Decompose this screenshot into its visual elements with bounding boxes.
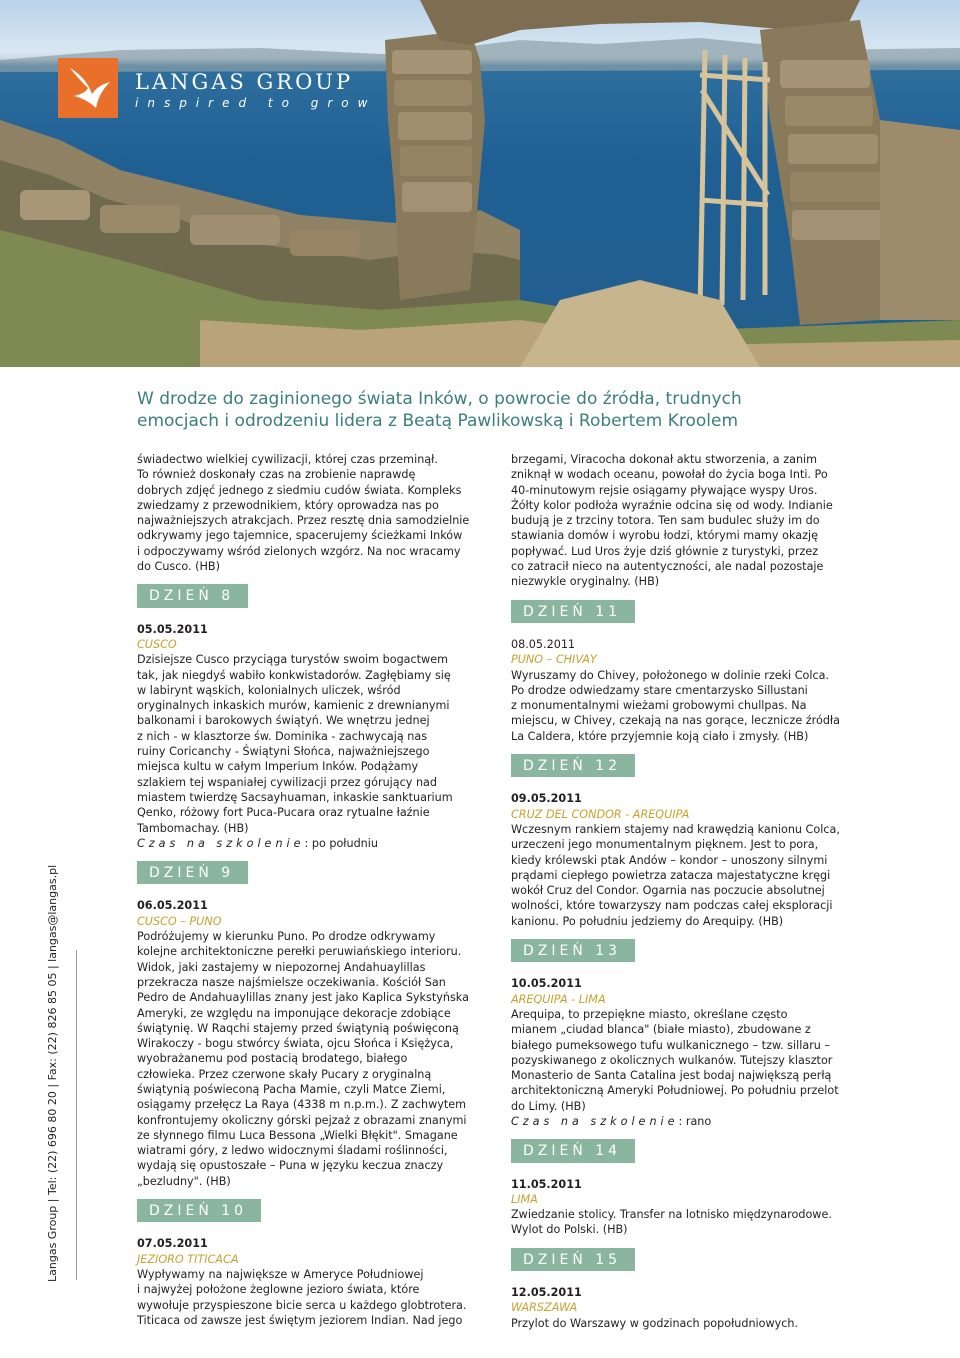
text-line: i najwyżej położone żeglowne jezioro świata, które — [137, 1283, 420, 1297]
text-line: pozyskiwanego z okolicznych wulkanów. Tutejszy klasztor — [511, 1053, 833, 1067]
text-line: Wylot do Polski. (HB) — [511, 1223, 628, 1237]
text-line: „bezludny". (HB) — [137, 1174, 231, 1188]
text-line: brzegami, Viracocha dokonał aktu stworzenia, a zanim — [511, 453, 818, 466]
text-line: szlakiem tej wspaniałej cywilizacji przez górujący nad — [137, 775, 437, 789]
text-line: urzeczeni jego monumentalnym pięknem. Jest to pora, — [511, 838, 819, 852]
text-line: Qenko, różowy fort Puca-Pucara oraz rytualne łaźnie — [137, 806, 430, 820]
text-line: zwiedzamy z przewodnikiem, który oprowadza nas po — [137, 498, 439, 512]
day-14-place: LIMA — [511, 1192, 538, 1206]
text-line: Podróżujemy w kierunku Puno. Po drodze odkrywamy — [137, 930, 436, 944]
text-line: Monasterio de Santa Catalina jest bodaj największą perłą — [511, 1069, 832, 1083]
text-line: do Cusco. (HB) — [137, 560, 220, 574]
hero-landscape-illustration — [0, 0, 960, 367]
brand-logo — [58, 58, 118, 118]
text-line: kolejne architektoniczne perełki peruwiańskiego interioru. — [137, 945, 462, 959]
day-12-badge: DZIEŃ 12 — [511, 754, 635, 777]
day-13-date: 10.05.2011 — [511, 977, 582, 991]
text-line: do Limy. (HB) — [511, 1099, 586, 1113]
day-8-place: CUSCO — [137, 637, 177, 651]
text-line: prądami ciepłego powietrza zatacza majestatyczne kręgi — [511, 868, 831, 882]
training-label: Czas na szkolenie — [511, 1114, 679, 1128]
text-line: Dzisiejsze Cusco przyciąga turystów swoim bogactwem — [137, 653, 448, 667]
text-line: białego pumeksowego tufu wulkanicznego – tzw. sillaru – — [511, 1038, 831, 1052]
text-line: z nich - w klasztorze św. Dominika - zachwycają nas — [137, 729, 428, 743]
day-9-date: 06.05.2011 — [137, 899, 208, 913]
day-14-badge: DZIEŃ 14 — [511, 1139, 635, 1162]
headline-line-1: W drodze do zaginionego świata Inków, o powrocie do źródła, trudnych — [137, 389, 742, 409]
text-line: Przylot do Warszawy w godzinach popołudniowych. — [511, 1316, 799, 1330]
day-11-place: PUNO – CHIVAY — [511, 653, 597, 667]
text-line: wiatrami góry, z ledwo widocznymi śladami roślinności, — [137, 1144, 448, 1158]
day-9-place: CUSCO – PUNO — [137, 914, 222, 928]
text-line: człowieka. Przez czerwone skały Pucary z oryginalną — [137, 1067, 432, 1081]
continued-text — [511, 452, 851, 590]
text-line: mianem „ciudad blanca" (białe miasto), zbudowane z — [511, 1023, 811, 1037]
day-8-date: 05.05.2011 — [137, 622, 208, 636]
brand-name: LANGAS GROUP — [135, 70, 354, 94]
text-line: To również doskonały czas na zrobienie naprawdę — [137, 468, 416, 482]
text-line: wywołuje przyspieszone bicie serca u każdego globtrotera. — [137, 1298, 467, 1312]
text-line: miejscu, w Chivey, czekają na nas gorące, lecznicze źródła — [511, 714, 840, 728]
training-label: Czas na szkolenie — [137, 836, 305, 850]
text-line: Tambomachay. (HB) — [137, 821, 249, 835]
right-column — [511, 452, 851, 1331]
text-line: wokół Cruz del Condor. Ogarnia nas poczucie absolutnej — [511, 884, 825, 898]
text-line: świadectwo wielkiej cywilizacji, której czas przeminął. — [137, 453, 438, 466]
day-12-date: 09.05.2011 — [511, 792, 582, 806]
day-13-badge: DZIEŃ 13 — [511, 939, 635, 962]
text-line: z monumentalnymi wieżami grobowymi chullpas. Na — [511, 699, 807, 713]
text-line: Wirakoczy - bogu stwórcy świata, ojcu Słońca i Księżyca, — [137, 1037, 454, 1051]
divider — [76, 950, 77, 1280]
text-line: konfrontujemy okoliczny górski pejzaż z obrazami znanymi — [137, 1113, 467, 1127]
text-line: wyobrażanemu pod postacią brodatego, białego — [137, 1052, 408, 1066]
page-headline — [137, 388, 917, 432]
text-line: Żółty kolor podłoża wyraźnie odcina się od wody. Indianie — [511, 498, 833, 512]
text-line: architektoniczną Ameryki Południowej. Po południu przelot — [511, 1084, 839, 1098]
day-12-place: CRUZ DEL CONDOR - AREQUIPA — [511, 807, 690, 821]
text-line: kiedy królewski ptak Andów – kondor – unoszony silnymi — [511, 853, 828, 867]
hummingbird-icon — [58, 58, 118, 118]
training-value: : rano — [678, 1114, 712, 1128]
text-line: 40-minutowym rejsie osiągamy pływające wyspy Uros. — [511, 483, 818, 497]
text-line: odkrywamy jego tajemnice, spacerujemy ścieżkami Inków — [137, 529, 463, 543]
text-line: osiągamy przełęcz La Raya (4338 m n.p.m.). Z zachwytem — [137, 1098, 467, 1112]
day-14-date: 11.05.2011 — [511, 1177, 582, 1191]
text-line: Wczesnym rankiem stajemy nad krawędzią kanionu Colca, — [511, 822, 840, 836]
training-value: : po południu — [304, 836, 378, 850]
text-line: świątynię. W Raqchi stajemy przed świątynią poświęconą — [137, 1021, 459, 1035]
text-line: niezwykle oryginalny. (HB) — [511, 575, 660, 589]
text-line: wolności, które towarzyszy nam podczas całej eksploracji — [511, 899, 833, 913]
hero-photo — [0, 0, 960, 367]
text-line: przekracza nasze najśmielsze oczekiwania. Kościół San — [137, 975, 446, 989]
text-line: Arequipa, to przepiękne miasto, określane często — [511, 1007, 788, 1021]
text-line: Wyruszamy do Chivey, położonego w dolinie rzeki Colca. — [511, 668, 830, 682]
text-line: miejsca kultu w całym Imperium Inków. Podążamy — [137, 760, 419, 774]
brand-tagline: inspired to grow — [135, 96, 377, 110]
text-line: najważniejszych atrakcjach. Przez resztę dnia samodzielnie — [137, 514, 470, 528]
text-line: i odpoczywamy wśród zielonych wzgórz. Na noc wracamy — [137, 544, 461, 558]
text-line: kanionu. Po południu jedziemy do Arequipy. (HB) — [511, 914, 784, 928]
text-line: co zatracił nieco na autentyczności, ale nadal pozostaje — [511, 560, 824, 574]
headline-line-2: emocjach i odrodzeniu lidera z Beatą Pawlikowską i Robertem Kroolem — [137, 411, 739, 431]
day-9-badge: DZIEŃ 9 — [137, 861, 248, 884]
text-line: Widok, jaki zastajemy w niepozornej Andahuaylillas — [137, 960, 426, 974]
text-line: Zwiedzanie stolicy. Transfer na lotnisko międzynarodowe. — [511, 1208, 832, 1222]
contact-info: Langas Group | Tel: (22) 696 80 20 | Fax: (22) 826 85 05 | langas@langas.pl — [46, 864, 59, 1282]
day-15-place: WARSZAWA — [511, 1301, 578, 1315]
day-11-date: 08.05.2011 — [511, 637, 576, 651]
text-line: La Caldera, które przyjemnie koją ciało i zmysły. (HB) — [511, 729, 809, 743]
text-line: popływać. Lud Uros żyje dziś głównie z turystyki, przez — [511, 544, 819, 558]
day-10-date: 07.05.2011 — [137, 1237, 208, 1251]
text-line: Po drodze odwiedzamy stare cmentarzysko Sillustani — [511, 683, 808, 697]
day-15-badge: DZIEŃ 15 — [511, 1248, 635, 1271]
text-line: wydają się opustoszałe – Puna w języku keczua znaczy — [137, 1159, 444, 1173]
text-line: stawiania domów i wyrobu łodzi, którymi mamy okazję — [511, 529, 818, 543]
day-8-training — [137, 836, 482, 851]
text-line: Ameryki, ze względu na imponujące dekoracje zdobiące — [137, 1006, 451, 1020]
text-line: oryginalnych inkaskich murów, kamienic z drewnianymi — [137, 699, 450, 713]
text-line: tak, jak niegdyś wabiło konkwistadorów. Zagłębiamy się — [137, 668, 451, 682]
text-line: budują je z trzciny totora. Ten sam budulec służy im do — [511, 514, 820, 528]
day-13-training — [511, 1114, 851, 1129]
text-line: w labirynt wąskich, kolonialnych uliczek, wśród — [137, 683, 401, 697]
text-line: Pedro de Andahuaylillas znany jest jako Kaplica Sykstyńska — [137, 991, 469, 1005]
text-line: świątynią poświeconą Pacha Mamie, czyli Matce Ziemi, — [137, 1082, 446, 1096]
day-10-place: JEZIORO TITICACA — [137, 1252, 239, 1266]
text-line: miastem twierdzę Sacsayhuaman, inkaskie sanktuarium — [137, 790, 453, 804]
intro-text — [137, 452, 482, 574]
text-line: dobrych zdjęć jednego z siedmiu cudów świata. Kompleks — [137, 483, 462, 497]
text-line: balkonami i barokowych świątyń. We wnętrzu jednej — [137, 714, 430, 728]
day-8-badge: DZIEŃ 8 — [137, 584, 248, 607]
day-11-badge: DZIEŃ 11 — [511, 600, 635, 623]
day-10-badge: DZIEŃ 10 — [137, 1199, 261, 1222]
left-column — [137, 452, 482, 1328]
text-line: Titicaca od zawsze jest świętym jeziorem Indian. Nad jego — [137, 1313, 463, 1327]
text-line: ruiny Coricanchy - Świątyni Słońca, najważniejszego — [137, 745, 430, 759]
day-15-date: 12.05.2011 — [511, 1286, 582, 1300]
text-line: zniknął w wodach oceanu, powołał do życia boga Inti. Po — [511, 468, 828, 482]
day-13-place: AREQUIPA - LIMA — [511, 992, 606, 1006]
text-line: Wypływamy na największe w Ameryce Południowej — [137, 1267, 424, 1281]
text-line: ze słynnego filmu Luca Bessona „Wielki Błękit". Smagane — [137, 1128, 458, 1142]
